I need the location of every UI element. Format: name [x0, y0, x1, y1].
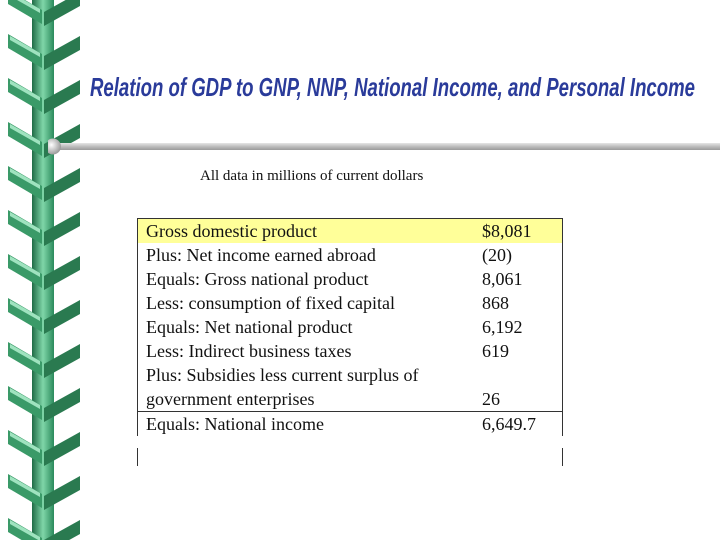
row-label: Plus: Net income earned abroad [138, 243, 475, 267]
row-label: government enterprises [138, 387, 475, 412]
table-row [138, 315, 563, 339]
table-row [138, 219, 563, 244]
row-label: Less: Indirect business taxes [138, 339, 475, 363]
table-tail [137, 448, 563, 466]
decorative-ribbon-bar [0, 0, 90, 540]
table-row [138, 243, 563, 267]
row-label: Less: consumption of fixed capital [138, 291, 475, 315]
row-label: Equals: Gross national product [138, 267, 475, 291]
table-row [138, 267, 563, 291]
row-value: 6,192 [474, 315, 563, 339]
table-row [138, 387, 563, 412]
row-label: Gross domestic product [138, 219, 475, 244]
income-table [137, 218, 563, 436]
table-row [138, 363, 563, 387]
row-value: 6,649.7 [474, 412, 563, 437]
table-row [138, 291, 563, 315]
subtitle: All data in millions of current dollars [200, 168, 424, 184]
row-value: $8,081 [474, 219, 563, 244]
divider-knob [48, 139, 61, 155]
row-label: Plus: Subsidies less current surplus of [138, 363, 475, 387]
row-value: 26 [474, 387, 563, 412]
table-row [138, 339, 563, 363]
row-value: 868 [474, 291, 563, 315]
table-row [138, 412, 563, 437]
row-value: 8,061 [474, 267, 563, 291]
row-value [474, 363, 563, 387]
row-value: 619 [474, 339, 563, 363]
row-label: Equals: National income [138, 412, 475, 437]
row-label: Equals: Net national product [138, 315, 475, 339]
page-title [88, 58, 708, 108]
page-title-text: Relation of GDP to GNP, NNP, National Income, and Personal Income [90, 72, 695, 102]
title-divider [48, 137, 720, 157]
row-value: (20) [474, 243, 563, 267]
